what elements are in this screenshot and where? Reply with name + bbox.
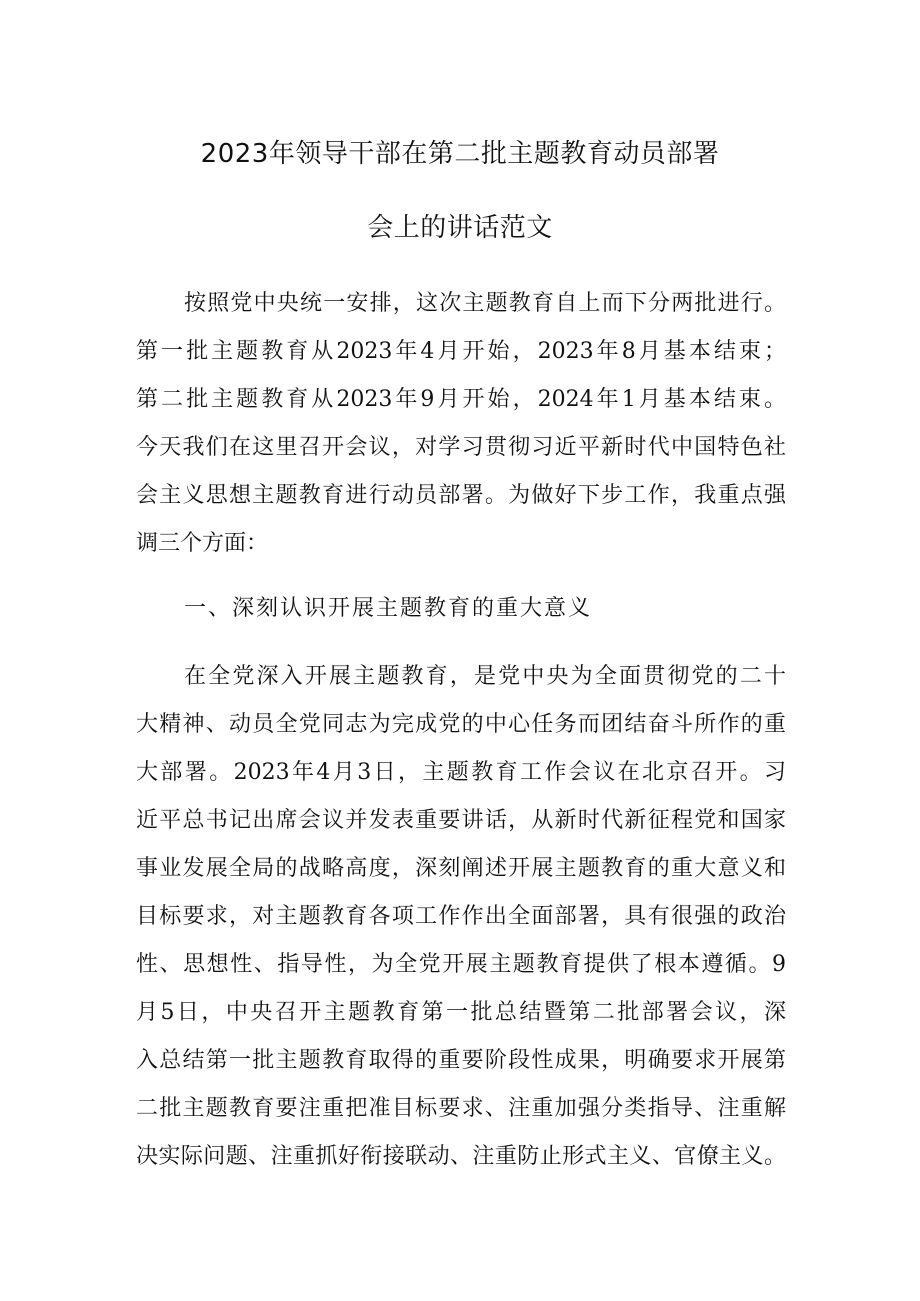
paragraph-line: 决实际问题、注重抓好衔接联动、注重防止形式主义、官僚主义。 (136, 1144, 786, 1169)
paragraph-line: 今天我们在这里召开会议，对学习贯彻习近平新时代中国特色社 (136, 435, 786, 460)
paragraph-line: 二批主题教育要注重把准目标要求、注重加强分类指导、注重解 (136, 1096, 786, 1121)
paragraph-line: 会主义思想主题教育进行动员部署。为做好下步工作，我重点强 (136, 483, 786, 508)
paragraph-line: 目标要求，对主题教育各项工作作出全面部署，具有很强的政治 (136, 904, 786, 929)
document-title-line-2: 会上的讲话范文 (367, 213, 553, 243)
paragraph-line: 性、思想性、指导性，为全党开展主题教育提供了根本遵循。9 (136, 952, 786, 977)
paragraph-line: 大部署。2023年4月3日，主题教育工作会议在北京召开。习 (136, 760, 786, 785)
section-heading: 一、深刻认识开展主题教育的重大意义 (184, 596, 593, 621)
paragraph-line: 大精神、动员全党同志为完成党的中心任务而团结奋斗所作的重 (136, 712, 786, 737)
paragraph-line: 调三个方面： (136, 531, 269, 556)
paragraph-line: 第一批主题教育从2023年4月开始，2023年8月基本结束； (136, 339, 786, 364)
paragraph-line: 事业发展全局的战略高度，深刻阐述开展主题教育的重大意义和 (136, 856, 786, 881)
document-title-line-1: 2023年领导干部在第二批主题教育动员部署 (200, 139, 720, 169)
paragraph-line: 按照党中央统一安排，这次主题教育自上而下分两批进行。 (184, 291, 786, 316)
paragraph-line: 月5日，中央召开主题教育第一批总结暨第二批部署会议，深 (136, 1000, 786, 1025)
paragraph-line: 近平总书记出席会议并发表重要讲话，从新时代新征程党和国家 (136, 808, 786, 833)
paragraph-line: 在全党深入开展主题教育，是党中央为全面贯彻党的二十 (184, 664, 786, 689)
paragraph-line: 入总结第一批主题教育取得的重要阶段性成果，明确要求开展第 (136, 1048, 786, 1073)
paragraph-line: 第二批主题教育从2023年9月开始，2024年1月基本结束。 (136, 387, 786, 412)
